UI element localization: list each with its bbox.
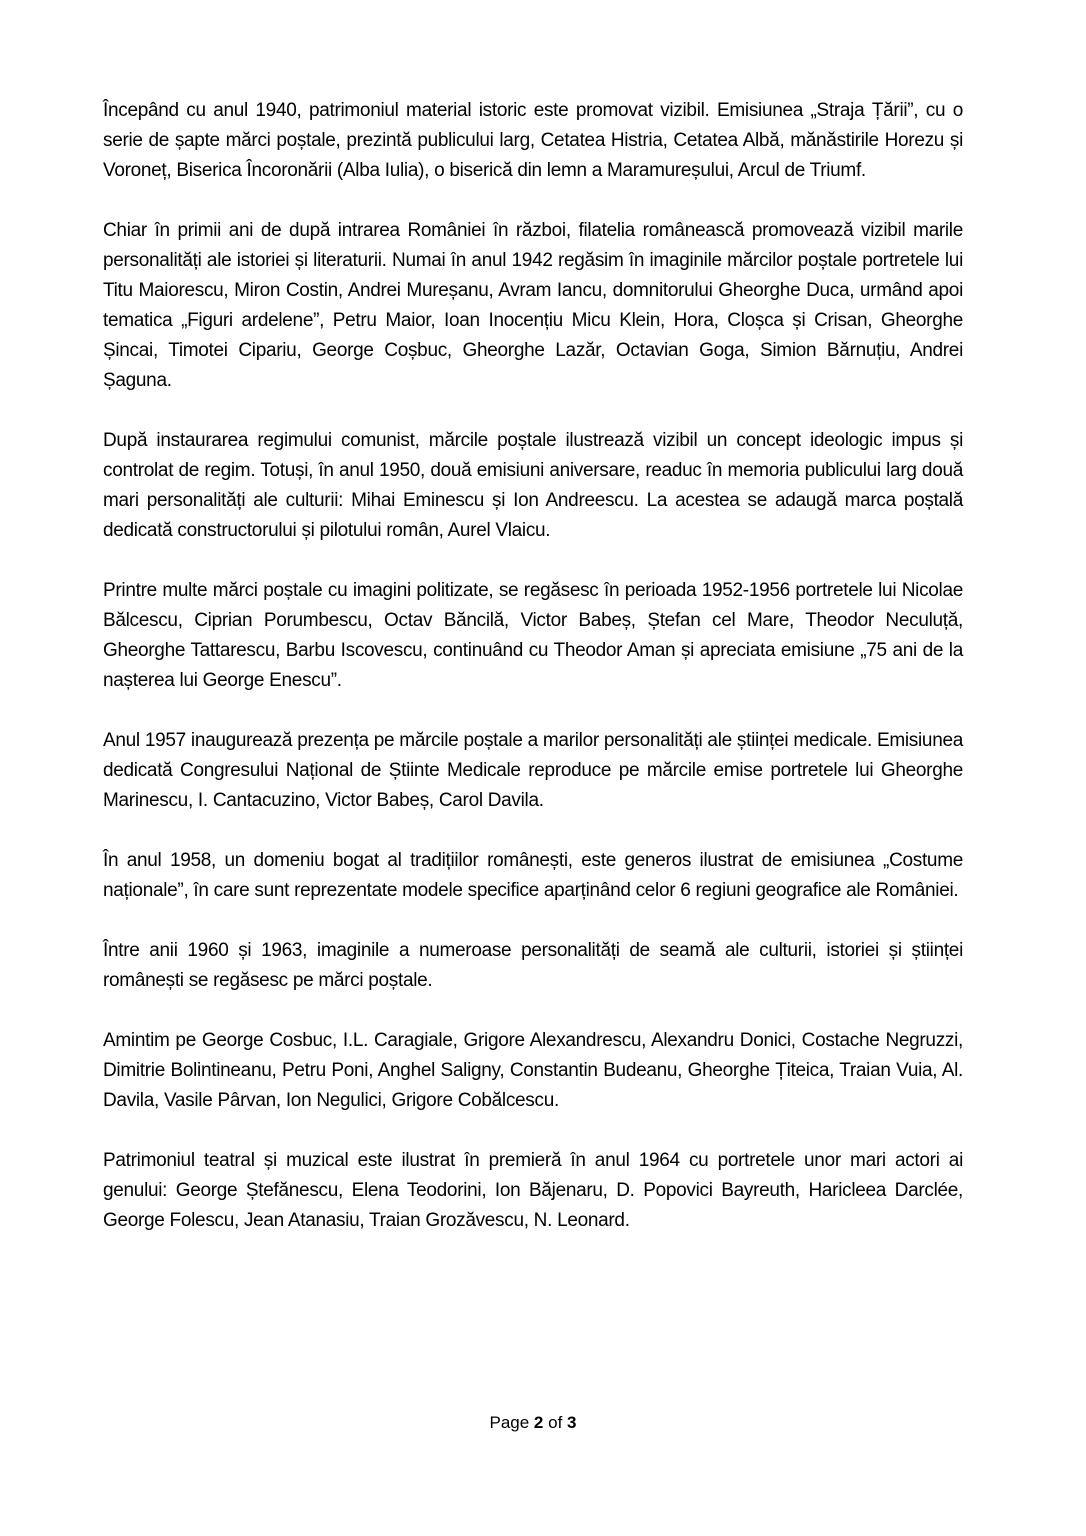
footer-of-label: of xyxy=(548,1413,563,1432)
paragraph-6: În anul 1958, un domeniu bogat al tradițiilor românești, este generos ilustrat de emisiunea „Costume naționale”, în care sunt reprezentate modele specifice aparținând celor 6 regiuni geografice ale României. xyxy=(103,850,963,901)
paragraph-5: Anul 1957 inaugurează prezența pe mărcile poștale a marilor personalități ale științei medicale. Emisiunea dedicată Congresului Național de Știinte Medicale reproduce pe mărcile emise portretele lui Gheorghe Marinescu, I. Cantacuzino, Victor Babeș, Carol Davila. xyxy=(103,730,963,811)
footer-total-pages: 3 xyxy=(567,1413,577,1432)
footer-page-number: 2 xyxy=(533,1413,544,1432)
paragraph-4: Printre multe mărci poștale cu imagini politizate, se regăsesc în perioada 1952-1956 portretele lui Nicolae Bălcescu, Ciprian Porumbescu, Octav Băncilă, Victor Babeș, Ștefan cel Mare, Theodor Neculuță, Gheorghe Tattarescu, Barbu Iscovescu, continuând cu Theodor Aman și apreciata emisiune „75 ani de la nașterea lui George Enescu”. xyxy=(103,580,963,691)
footer-page-label: Page xyxy=(489,1413,530,1432)
paragraph-7: Între anii 1960 și 1963, imaginile a numeroase personalități de seamă ale culturii, istoriei și științei românești se regăsesc pe mărci poștale. xyxy=(103,940,963,991)
paragraph-2: Chiar în primii ani de după intrarea României în război, filatelia românească promovează vizibil marile personalități ale istoriei și literaturii. Numai în anul 1942 regăsim în imaginile mărcilor poștale portretele lui Titu Maiorescu, Miron Costin, Andrei Mureșanu, Avram Iancu, domnitorului Gheorghe Duca, urmând apoi tematica „Figuri ardelene”, Petru Maior, Ioan Inocențiu Micu Klein, Hora, Cloșca și Crisan, Gheorghe Șincai, Timotei Cipariu, George Coșbuc, Gheorghe Lazăr, Octavian Goga, Simion Bărnuțiu, Andrei Șaguna. xyxy=(103,220,963,391)
paragraph-9: Patrimoniul teatral și muzical este ilustrat în premieră în anul 1964 cu portretele unor mari actori ai genului: George Ștefănescu, Elena Teodorini, Ion Băjenaru, D. Popovici Bayreuth, Haricleea Darclée, George Folescu, Jean Atanasiu, Traian Grozăvescu, N. Leonard. xyxy=(103,1150,963,1231)
paragraph-8: Amintim pe George Cosbuc, I.L. Caragiale, Grigore Alexandrescu, Alexandru Donici, Costache Negruzzi, Dimitrie Bolintineanu, Petru Poni, Anghel Saligny, Constantin Budeanu, Gheorghe Țiteica, Traian Vuia, Al. Davila, Vasile Pârvan, Ion Negulici, Grigore Cobălcescu. xyxy=(103,1030,963,1111)
paragraph-3: După instaurarea regimului comunist, mărcile poștale ilustrează vizibil un concept ideologic impus și controlat de regim. Totuși, în anul 1950, două emisiuni aniversare, readuc în memoria publicului larg două mari personalități ale culturii: Mihai Eminescu și Ion Andreescu. La acestea se adaugă marca poștală dedicată constructorului și pilotului român, Aurel Vlaicu. xyxy=(103,430,963,541)
paragraph-1: Începând cu anul 1940, patrimoniul material istoric este promovat vizibil. Emisiunea „Straja Țării”, cu o serie de șapte mărci poștale, prezintă publicului larg, Cetatea Histria, Cetatea Albă, mănăstirile Horezu și Voroneț, Biserica Încoronării (Alba Iulia), o biserică din lemn a Maramureșului, Arcul de Triumf. xyxy=(103,100,963,181)
page-footer xyxy=(103,1411,963,1435)
document-body xyxy=(103,96,963,1266)
